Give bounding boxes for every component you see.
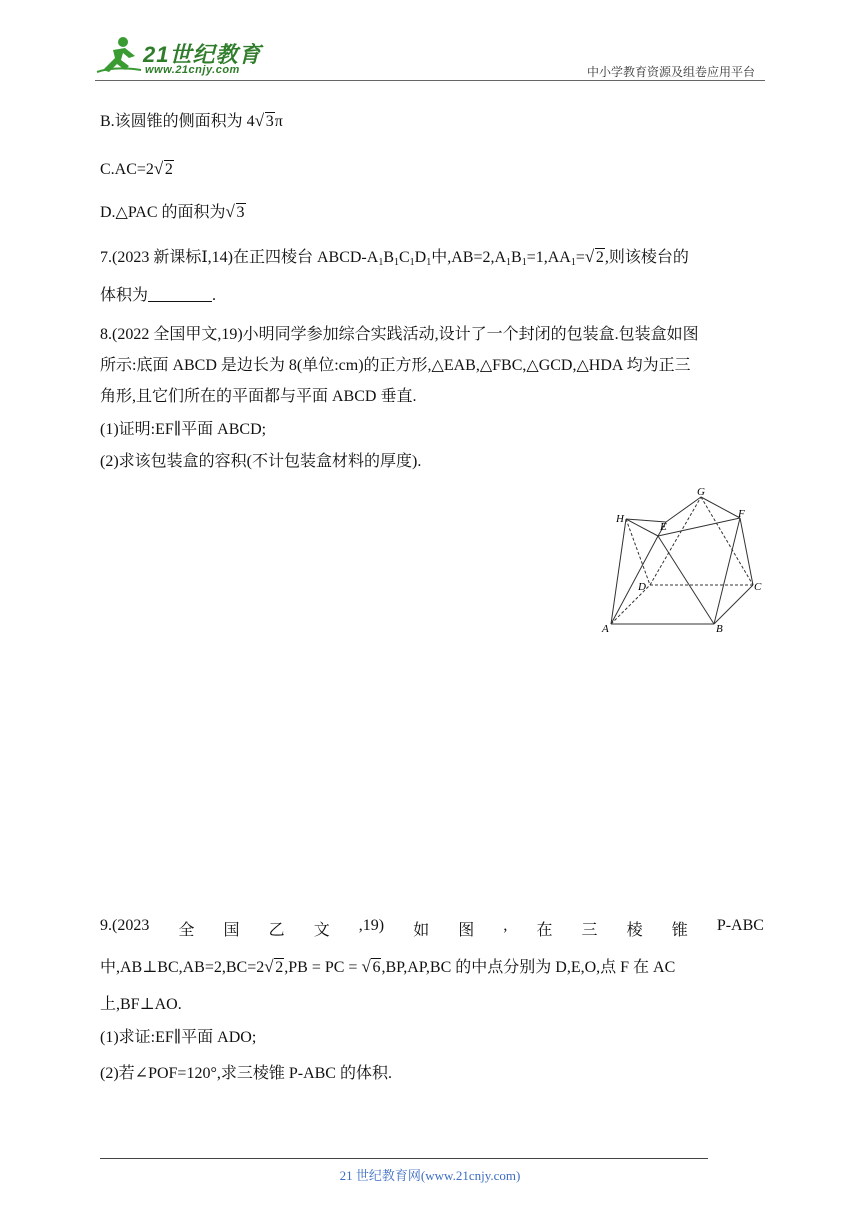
question-9-part-1: (1)求证:EF∥平面 ADO;	[100, 1029, 257, 1046]
question-8-line-2: 所示:底面 ABCD 是边长为 8(单位:cm)的正方形,△EAB,△FBC,△GCD,△HDA 均为正三	[100, 357, 691, 374]
question-8-line-1: 8.(2022 全国甲文,19)小明同学参加综合实践活动,设计了一个封闭的包装盒.包装盒如图	[100, 326, 699, 343]
packaging-box-figure	[598, 484, 768, 634]
footer-text: 21 世纪教育网(www.21cnjy.com)	[339, 1168, 521, 1183]
logo-text: 21世纪教育	[143, 42, 262, 67]
label-d: D	[638, 581, 646, 593]
label-e: E	[660, 521, 667, 533]
option-d: D.△PAC 的面积为√ 3	[100, 203, 246, 223]
header-divider	[95, 80, 765, 81]
label-f: F	[738, 508, 745, 520]
question-8-part-1: (1)证明:EF∥平面 ABCD;	[100, 421, 267, 438]
site-logo	[95, 36, 265, 76]
label-g: G	[697, 486, 705, 498]
question-9-part-2: (2)若∠POF=120°,求三棱锥 P-ABC 的体积.	[100, 1065, 392, 1082]
question-8-line-3: 角形,且它们所在的平面都与平面 ABCD 垂直.	[100, 388, 417, 405]
logo-url: www.21cnjy.com	[145, 64, 240, 76]
label-a: A	[602, 623, 609, 634]
runner-logo-icon	[95, 36, 143, 76]
sqrt-symbol: √ 2	[154, 160, 174, 180]
sqrt-symbol: √ 3	[255, 112, 275, 132]
sqrt-symbol: √ 3	[226, 203, 246, 223]
answer-blank	[148, 287, 212, 302]
question-7-line-2: 体积为 .	[100, 287, 217, 304]
option-b: B.该圆锥的侧面积为 4√ 3π	[100, 112, 283, 132]
question-8-part-2: (2)求该包装盒的容积(不计包装盒材料的厚度).	[100, 453, 422, 470]
question-9-line-2: 中,AB⊥BC,AB=2,BC=2√ 2,PB = PC = √ 6,BP,AP,BC 的中点分别为 D,E,O,点 F 在 AC	[100, 958, 675, 978]
header-tagline: 中小学教育资源及组卷应用平台	[586, 65, 755, 79]
label-h: H	[616, 513, 624, 525]
page-header	[95, 28, 765, 80]
sqrt-symbol: √ 2	[264, 958, 284, 978]
option-c: C.AC=2√ 2	[100, 160, 174, 180]
label-b: B	[716, 623, 723, 634]
sqrt-symbol: √ 2	[585, 248, 605, 268]
sqrt-symbol: √ 6	[361, 958, 381, 978]
label-c: C	[754, 581, 762, 593]
question-9-line-3: 上,BF⊥AO.	[100, 996, 182, 1013]
question-7-line-1: 7.(2023 新课标Ⅰ,14)在正四棱台 ABCD-$A_1B_1C_1D_1$中$,AB=2,A_1B_1=1,AA_1=√$ 2,则该棱台的	[100, 248, 689, 273]
footer-divider	[100, 1158, 708, 1159]
question-9-line-1: 9.(2023 全 国 乙 文 ,19) 如 图 , 在 三 棱 锥 P-ABC	[100, 917, 764, 939]
